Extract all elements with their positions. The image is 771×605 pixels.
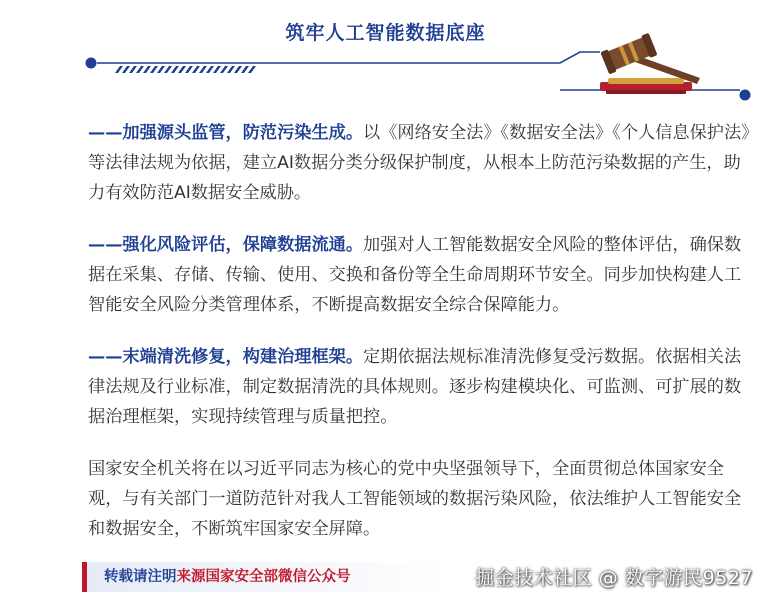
reprint-notice	[104, 566, 351, 588]
paragraph-body: 以《网络安全法》《数据安全法》《个人信息保护法》等法律法规为依据，建立AI数据分类分级保护制度，从根本上防范污染数据的产生，助力有效防范AI数据安全威胁。	[88, 123, 750, 203]
paragraph-lead: ——末端清洗修复，构建治理框架。	[88, 347, 364, 367]
header-decoration	[0, 0, 771, 110]
reprint-source: 来源国家安全部微信公众号	[176, 569, 351, 585]
page-title: 筑牢人工智能数据底座	[285, 22, 486, 44]
paragraph-risk-assessment	[88, 230, 750, 320]
header-line	[97, 52, 600, 63]
paragraph-body: 国家安全机关将在以习近平同志为核心的党中央坚强领导下，全面贯彻总体国家安全观，与有关部门一道防范针对我人工智能领域的数据污染风险，依法维护人工智能安全和数据安全，不断筑牢国家安全屏障。	[88, 459, 742, 539]
paragraph-body: 加强对人工智能数据安全风险的整体评估，确保数据在采集、存储、传输、使用、交换和备份等全生命周期环节安全。同步加快构建人工智能安全风险分类管理体系，不断提高数据安全综合保障能力。	[88, 235, 742, 315]
paragraph-conclusion	[88, 454, 750, 544]
reprint-prefix: 转载请注明	[104, 569, 177, 585]
stripe-block	[112, 66, 260, 73]
left-dot	[86, 58, 97, 69]
right-dot	[740, 90, 751, 101]
watermark: 掘金技术社区 @ 数字游民9527	[475, 567, 753, 589]
paragraph-body: 定期依据法规标准清洗修复受污数据。依据相关法律法规及行业标准，制定数据清洗的具体规则。逐步构建模块化、可监测、可扩展的数据治理框架，实现持续管理与质量把控。	[88, 347, 742, 427]
paragraph-source-supervision	[88, 118, 750, 208]
paragraph-lead: ——强化风险评估，保障数据流通。	[88, 235, 364, 255]
paragraph-lead: ——加强源头监管，防范污染生成。	[88, 123, 364, 143]
paragraph-data-cleaning	[88, 342, 750, 432]
